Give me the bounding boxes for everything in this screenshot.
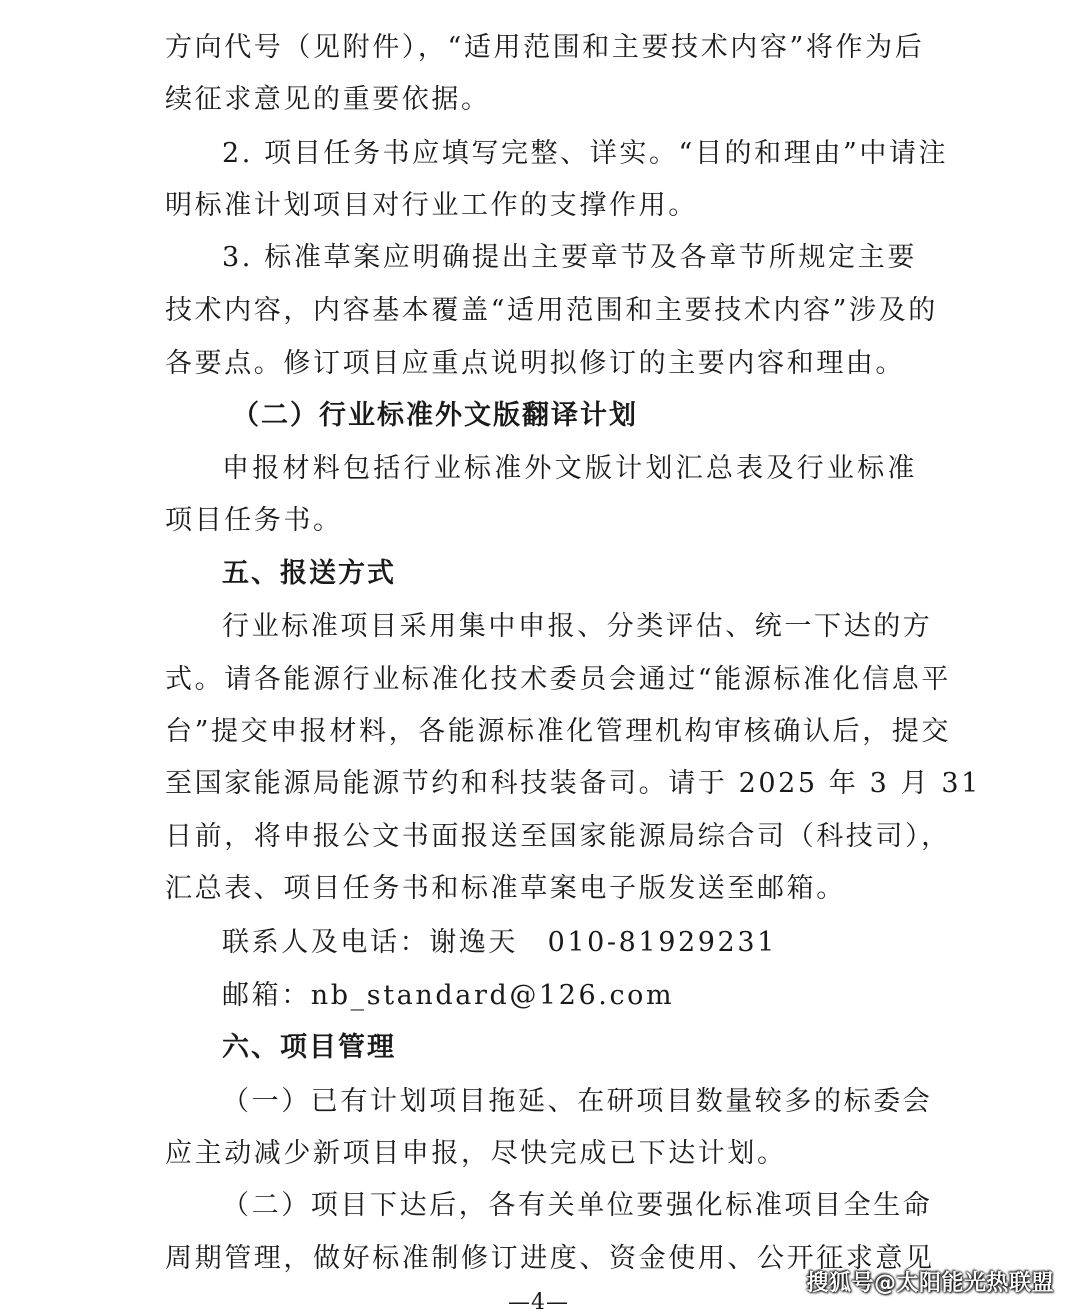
paragraph-line: 行业标准项目采用集中申报、分类评估、统一下达的方 — [222, 611, 933, 642]
paragraph-line: 3. 标准草案应明确提出主要章节及各章节所规定主要 — [222, 242, 917, 273]
page-number: —4— — [508, 1290, 569, 1315]
paragraph-line: 汇总表、项目任务书和标准草案电子版发送至邮箱。 — [165, 873, 846, 904]
paragraph-line: 各要点。修订项目应重点说明拟修订的主要内容和理由。 — [165, 348, 905, 379]
paragraph-line: 技术内容，内容基本覆盖“适用范围和主要技术内容”涉及的 — [165, 295, 938, 326]
paragraph-line: 方向代号（见附件），“适用范围和主要技术内容”将作为后 — [165, 32, 925, 63]
paragraph-line: 周期管理，做好标准制修订进度、资金使用、公开征求意见 — [165, 1243, 935, 1274]
subsection-heading: （二）行业标准外文版翻译计划 — [232, 400, 638, 431]
paragraph-line: （一）已有计划项目拖延、在研项目数量较多的标委会 — [222, 1086, 933, 1117]
paragraph-line: 至国家能源局能源节约和科技装备司。请于 2025 年 3 月 31 — [165, 768, 981, 799]
paragraph-line: 续征求意见的重要依据。 — [165, 84, 491, 115]
paragraph-line: 应主动减少新项目申报，尽快完成已下达计划。 — [165, 1138, 787, 1169]
contact-line: 联系人及电话：谢逸天 010-81929231 — [222, 927, 777, 958]
paragraph-line: 2. 项目任务书应填写完整、详实。“目的和理由”中请注 — [222, 138, 949, 169]
paragraph-line: 项目任务书。 — [165, 505, 343, 536]
paragraph-line: 式。请各能源行业标准化技术委员会通过“能源标准化信息平 — [165, 664, 952, 695]
section-heading: 五、报送方式 — [222, 558, 396, 589]
email-line: 邮箱：nb_standard@126.com — [222, 980, 675, 1011]
paragraph-line: 日前，将申报公文书面报送至国家能源局综合司（科技司）， — [165, 821, 951, 852]
paragraph-line: 申报材料包括行业标准外文版计划汇总表及行业标准 — [222, 453, 917, 484]
source-watermark: 搜狐号@太阳能光热联盟 — [806, 1271, 1054, 1296]
paragraph-line: 台”提交申报材料，各能源标准化管理机构审核确认后，提交 — [165, 716, 952, 747]
section-heading: 六、项目管理 — [222, 1032, 396, 1063]
paragraph-line: （二）项目下达后，各有关单位要强化标准项目全生命 — [222, 1190, 933, 1221]
paragraph-line: 明标准计划项目对行业工作的支撑作用。 — [165, 190, 698, 221]
